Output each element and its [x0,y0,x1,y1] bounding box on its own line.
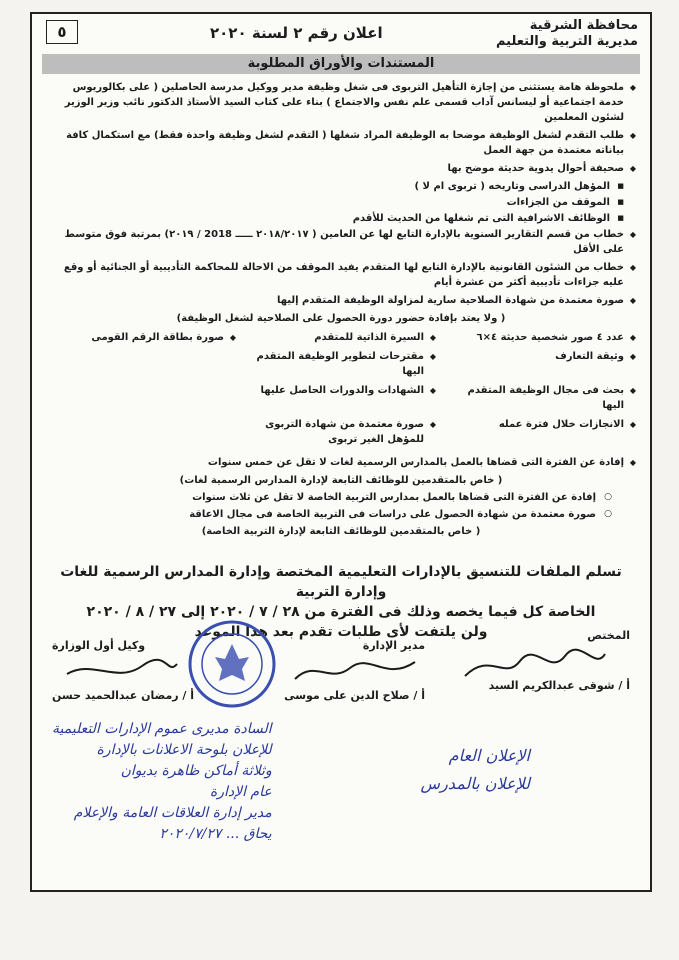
grid-item: ◆ الشهادات والدورات الحاصل عليها [246,383,436,413]
submission-notice [46,562,636,642]
handwritten-note-right [421,742,530,798]
handwritten-line: يحاق ... ٢٠٢٠/٧/٢٧ [159,826,272,842]
handwritten-line: للإعلان بالمدرس [420,774,530,793]
list-item: ◆ خطاب من قسم التقارير السنوية بالإدارة التابع لها عن العامين ( ٢٠١٨/٢٠١٧ ـــــ 2018 / ٢٠١٩) بمرتبة فوق متوسط على الأقل [46,227,636,257]
deputy-name: أ / رمضان عبدالحميد حسن [52,689,195,702]
document-header [40,18,642,54]
announcement-number: اعلان رقم ٢ لسنة ٢٠٢٠ [210,24,383,42]
handwritten-note-left [52,719,272,845]
director-name: أ / صلاح الدين على موسى [284,689,425,702]
notice-line: ولن يلتفت لأى طلبات تقدم بعد هذا الموعد [194,624,488,640]
handwritten-line: الإعلان العام [448,746,530,765]
handwritten-line: وثلاثة أماكن ظاهرة بديوان [120,763,272,779]
notice-line: تسلم الملفات للتنسيق بالإدارات التعليمية المختصة وإدارة المدارس الرسمية للغات وإدارة التربية [60,564,622,600]
option-item: ○ صورة معتمدة من شهادة الحصول على دراسات فى التربية الخاصة فى مجال الاعاقة [46,507,636,522]
document-page [30,12,652,892]
grid-item: ◆ بحث فى مجال الوظيفة المتقدم اليها [446,383,636,413]
handwritten-line: عام الإدارة [209,784,272,800]
issuer-block [496,18,638,50]
handwritten-line: السادة مديرى عموم الإدارات التعليمية [52,721,272,737]
list-item: ◆ طلب التقدم لشغل الوظيفة موضحا به الوظيفة المراد شغلها ( التقدم لشغل وظيفة واحدة فقط) مع استكمال كافة بياناته معتمدة من جهة العمل [46,128,636,158]
governorate-name: محافظة الشرقية [529,18,638,33]
specialist-name: أ / شوقى عبدالكريم السيد [488,679,630,692]
list-item: ◆ ملحوظة هامة يستثنى من إجازة التأهيل التربوى فى شغل وظيفة مدير ووكيل مدرسة الحاصلين ( على بكالوريوس خدمة اجتماعية أو ليسانس آداب قسمى علم نفس والاجتماع ) بناء على كتاب السيد الأستاذ الدكتور نائب وزير الوزير لشئون المعلمين [46,80,636,125]
sub-item: ■ المؤهل الدراسى وتاريخه ( تربوى ام لا ) [46,179,636,194]
note-text: ( ولا يعتد بإفادة حضور دورة الحصول على الصلاحية لشغل الوظيفة) [176,313,506,324]
list-item: ◆ صورة معتمدة من شهادة الصلاحية سارية لمزاولة الوظيفة المتقدم إليها [46,293,636,308]
director-signature [290,654,420,690]
official-seal-stamp [187,619,277,709]
specialist-signature [460,646,610,686]
specialist-title: المختص [587,629,630,642]
notice-line: الخاصة كل فيما يخصه وذلك فى الفترة من ٢٨ / ٧ / ٢٠٢٠ إلى ٢٧ / ٨ / ٢٠٢٠ [86,604,596,620]
sub-item: ■ الوظائف الاشرافية التى تم شغلها من الحديث للأقدم [46,211,636,226]
director-title: مدير الإدارة [362,639,425,652]
deputy-signature [62,654,182,690]
grid-item: ◆ صورة بطاقة الرقم القومى [46,330,236,345]
option-item: ○ إفادة عن الفترة التى قضاها بالعمل بمدارس التربية الخاصة لا تقل عن ثلاث سنوات [46,490,636,505]
requirements-list [46,80,636,539]
note-text: ( خاص بالمتقدمين للوظائف التابعة لإدارة المدارس الرسمية لغات) [179,475,503,486]
list-item: ◆ صحيفة أحوال يدوية حديثة موضح بها [46,161,636,176]
grid-item: ◆ السيرة الذاتية للمتقدم [246,330,436,345]
grid-item: ◆ الانجازات خلال فترة عمله [446,417,636,447]
note-text: ( خاص بالمتقدمين للوظائف التابعة لإدارة التربية الخاصة) [201,526,481,537]
sub-item: ■ الموقف من الجزاءات [46,195,636,210]
handwritten-line: مدير إدارة العلاقات العامة والإعلام [73,805,272,821]
documents-grid [46,330,636,447]
grid-item: ◆ مقترحات لتطوير الوظيفة المتقدم اليها [246,349,436,379]
grid-item: ◆ وثيقة التعارف [446,349,636,379]
page-number-box: ٥ [46,20,78,44]
list-item: ◆ إفادة عن الفترة التى قضاها بالعمل بالمدارس الرسمية لغات لا تقل عن خمس سنوات [46,455,636,470]
section-title: المستندات والأوراق المطلوبة [42,54,640,74]
directorate-name: مديرية التربية والتعليم [495,34,638,49]
deputy-title: وكيل أول الوزارة [52,639,146,652]
grid-item: ◆ صورة معتمدة من شهادة التربوى للمؤهل الغير تربوى [246,417,436,447]
list-item: ◆ خطاب من الشئون القانونية بالإدارة التابع لها المتقدم يفيد الموقف من الاحالة للمحاكمة التأديبية أو الجنائية أو وقع عليه جزاءات تأديبية أكثر من عشرة أيام [46,260,636,290]
handwritten-line: للإعلان بلوحة الاعلانات بالإدارة [96,742,272,758]
grid-item: ◆ عدد ٤ صور شخصية حديثة ٤×٦ [446,330,636,345]
